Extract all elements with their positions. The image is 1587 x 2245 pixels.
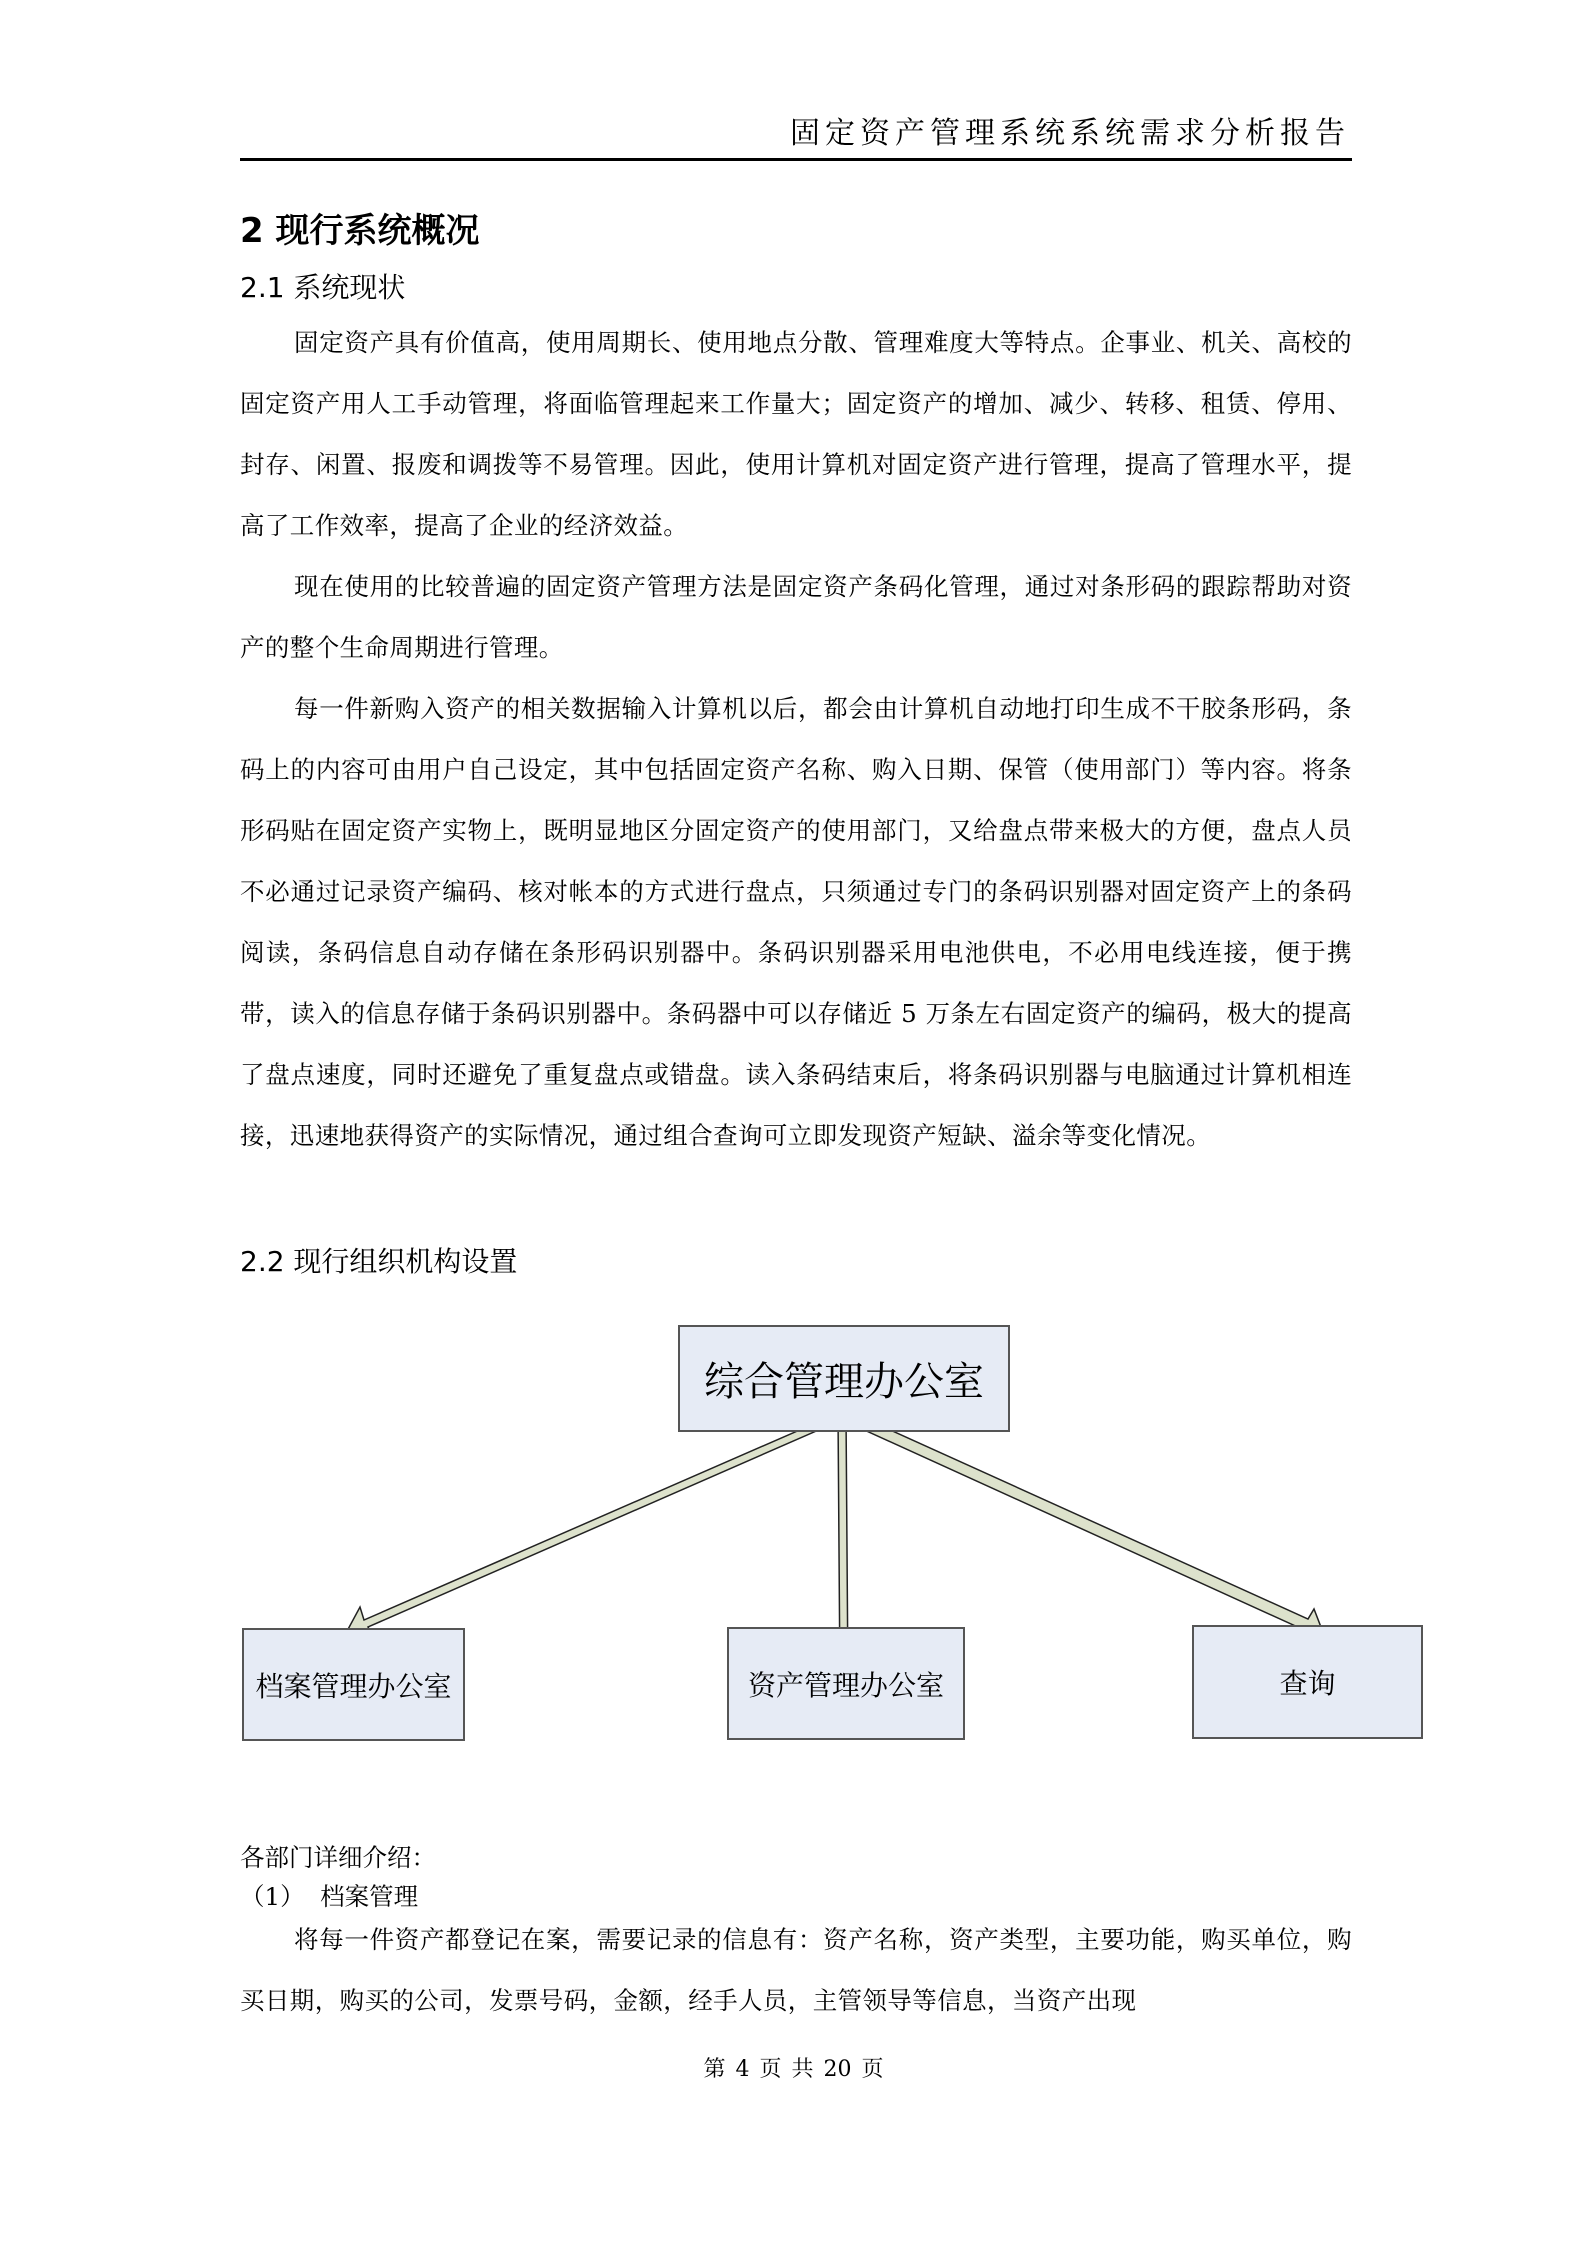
- paragraph-2: 现在使用的比较普遍的固定资产管理方法是固定资产条码化管理，通过对条形码的跟踪帮助对资产的整个生命周期进行管理。: [240, 572, 1352, 662]
- department-item-1-heading: （1） 档案管理: [240, 1882, 419, 1911]
- arrow-to-archive: [346, 1410, 846, 1639]
- org-node-asset-office: [727, 1627, 965, 1740]
- footer-prefix: 第: [703, 2057, 726, 2082]
- org-node-archive-office: [242, 1628, 465, 1741]
- org-node-query: [1192, 1625, 1423, 1739]
- paragraph-3: 每一件新购入资产的相关数据输入计算机以后，都会由计算机自动地打印生成不干胶条形码，条码上的内容可由用户自己设定，其中包括固定资产名称、购入日期、保管（使用部门）等内容。将条形码贴在固定资产实物上，既明显地区分固定资产的使用部门，又给盘点带来极大的方便，盘点人员不必通过记录资产编码、核对帐本的方式进行盘点，只须通过专门的条码识别器对固定资产上的条码阅读，条码信息自动存储在条形码识别器中。条码识别器采用电池供电，不必用电线连接，便于携带，读入的信息存储于条码识别器中。条码器中可以存储近 5 万条左右固定资产的编码，极大的提高了盘点速度，同时还避免了重复盘点或错盘。读入条码结束后，将条码识别器与电脑通过计算机相连接，迅速地获得资产的实际情况，通过组合查询可立即发现资产短缺、溢余等变化情况。: [240, 694, 1352, 1150]
- org-node-root-label: 综合管理办公室: [704, 1359, 984, 1405]
- footer-total-word: 共: [791, 2057, 814, 2082]
- departments-intro: 各部门详细介绍：: [240, 1843, 436, 1872]
- footer-page-word: 页: [759, 2057, 782, 2082]
- page-number: 4: [735, 2057, 750, 2082]
- org-chart: [240, 1305, 1352, 1755]
- arrow-to-query: [838, 1410, 1324, 1641]
- page-header: [240, 110, 1352, 161]
- org-node-archive-office-label: 档案管理办公室: [255, 1669, 452, 1703]
- org-node-root: [678, 1325, 1010, 1432]
- org-node-query-label: 查询: [1279, 1667, 1336, 1700]
- org-node-asset-office-label: 资产管理办公室: [747, 1668, 944, 1702]
- document-title: 固定资产管理系统系统需求分析报告: [790, 116, 1350, 151]
- department-item-1-paragraph: 将每一件资产都登记在案，需要记录的信息有：资产名称，资产类型，主要功能，购买单位，购买日期，购买的公司，发票号码，金额，经手人员，主管领导等信息，当资产出现: [240, 1925, 1352, 2015]
- footer-suffix: 页: [861, 2057, 884, 2082]
- subsection-heading-2-1: 2.1 系统现状: [240, 271, 406, 304]
- section-heading: 2 现行系统概况: [240, 211, 480, 251]
- page-footer: [0, 2055, 1587, 2085]
- subsection-heading-2-2: 2.2 现行组织机构设置: [240, 1245, 518, 1278]
- paragraph-1: 固定资产具有价值高，使用周期长、使用地点分散、管理难度大等特点。企事业、机关、高校的固定资产用人工手动管理，将面临管理起来工作量大；固定资产的增加、减少、转移、租赁、停用、封存、闲置、报废和调拨等不易管理。因此，使用计算机对固定资产进行管理，提高了管理水平，提高了工作效率，提高了企业的经济效益。: [240, 328, 1352, 540]
- total-pages: 20: [823, 2057, 852, 2082]
